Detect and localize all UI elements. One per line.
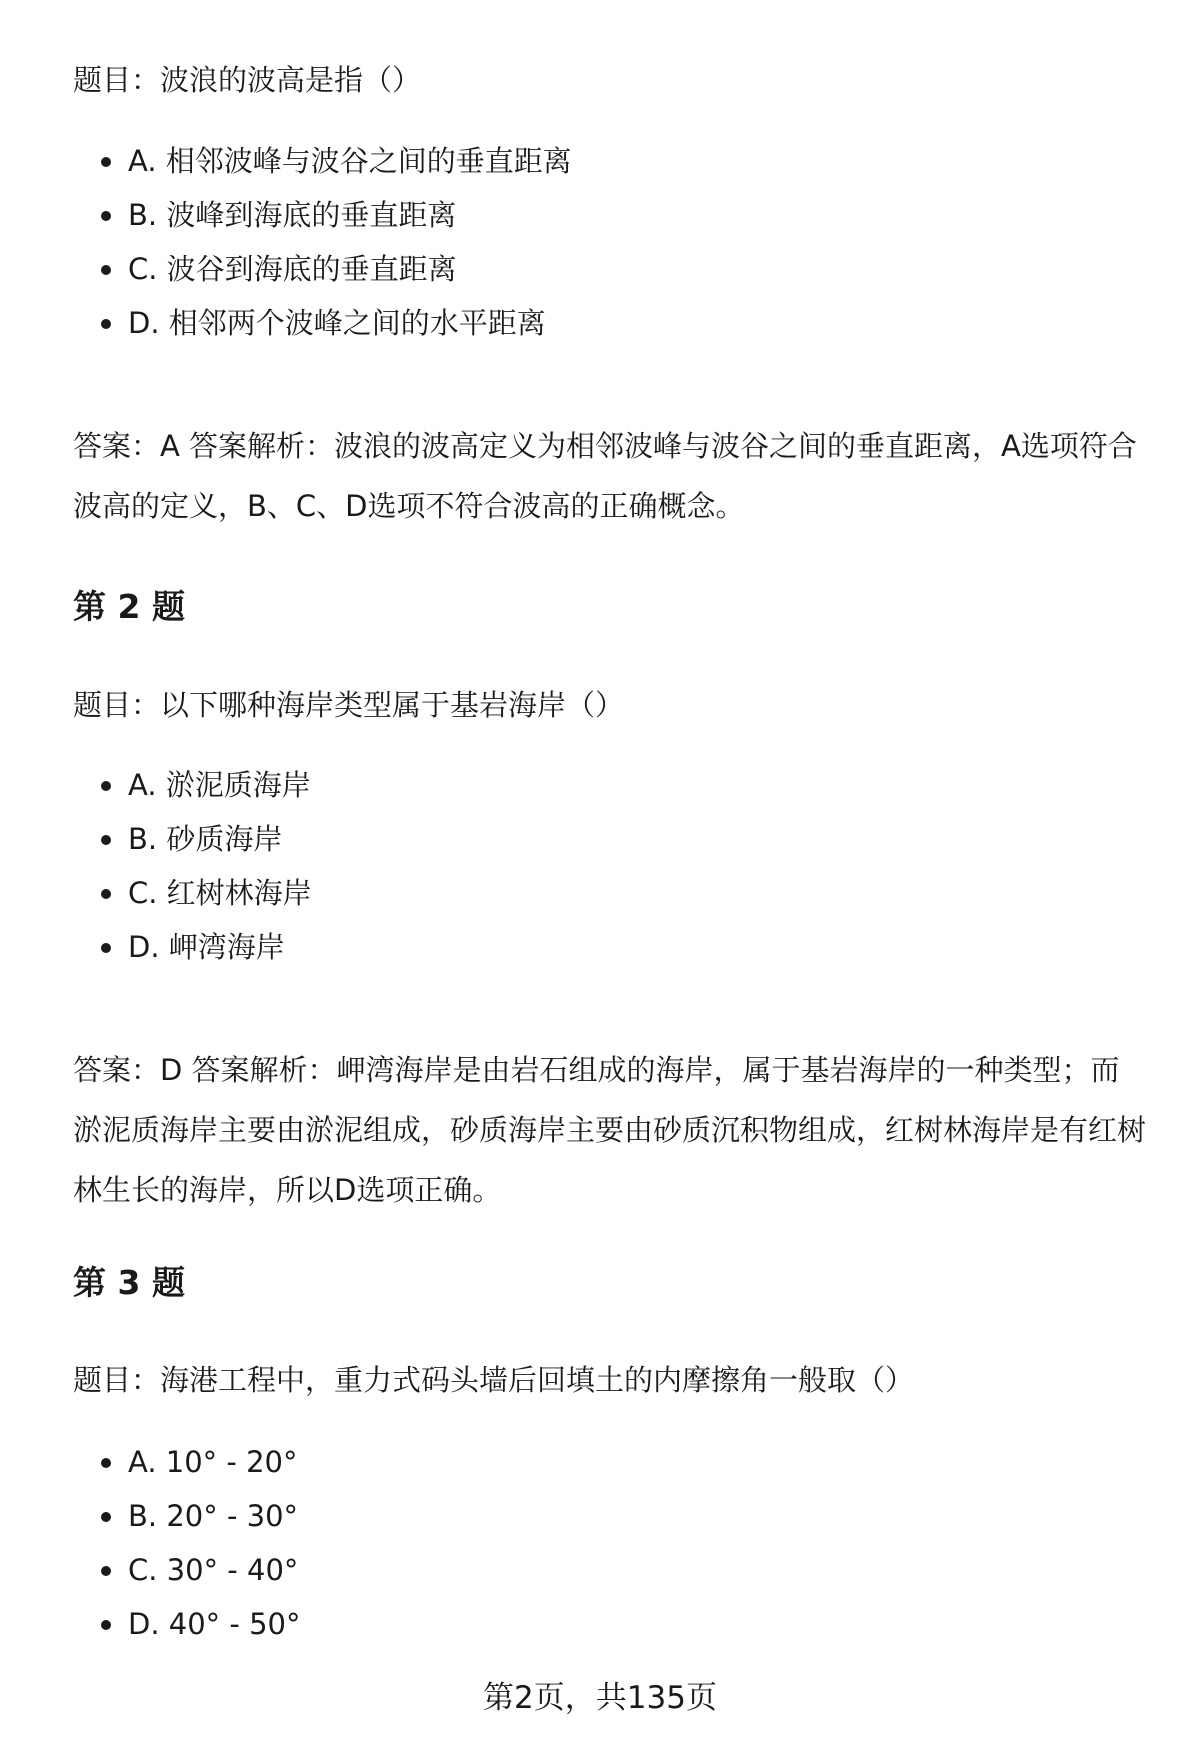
question-2-option-b — [73, 809, 1148, 869]
question-2-option-c — [73, 863, 1148, 923]
option-text: B. 波峰到海底的垂直距离 — [128, 198, 457, 232]
question-2-option-a — [73, 755, 1148, 815]
question-1-option-c — [73, 239, 1148, 299]
bullet-icon — [101, 157, 111, 167]
bullet-icon — [101, 319, 111, 329]
question-3-option-b — [73, 1486, 1148, 1546]
question-2-option-d — [73, 917, 1148, 977]
option-text: C. 30° - 40° — [128, 1553, 299, 1587]
page-footer: 第2页，共135页 — [483, 1680, 717, 1716]
question-3-heading: 第 3 题 — [73, 1263, 185, 1302]
question-3-stem: 题目：海港工程中，重力式码头墙后回填土的内摩擦角一般取（） — [73, 1363, 915, 1397]
option-text: A. 淤泥质海岸 — [128, 768, 311, 802]
option-text: B. 砂质海岸 — [128, 822, 283, 856]
option-text: C. 红树林海岸 — [128, 876, 312, 910]
question-1-option-b — [73, 185, 1148, 245]
option-text: D. 相邻两个波峰之间的水平距离 — [128, 306, 546, 340]
question-3-option-a — [73, 1432, 1148, 1492]
question-2-answer: 答案：D 答案解析：岬湾海岸是由岩石组成的海岸，属于基岩海岸的一种类型；而淤泥质海岸主要由淤泥组成，砂质海岸主要由砂质沉积物组成，红树林海岸是有红树林生长的海岸，所以D选项正确。 — [73, 1053, 1147, 1207]
question-3-options — [73, 1432, 1148, 1654]
bullet-icon — [101, 1512, 111, 1522]
option-text: D. 岬湾海岸 — [128, 930, 285, 964]
question-3-option-c — [73, 1540, 1148, 1600]
bullet-icon — [101, 943, 111, 953]
option-text: D. 40° - 50° — [128, 1607, 301, 1641]
option-text: B. 20° - 30° — [128, 1499, 299, 1533]
question-1-option-a — [73, 131, 1148, 191]
bullet-icon — [101, 211, 111, 221]
bullet-icon — [101, 1620, 111, 1630]
bullet-icon — [101, 1458, 111, 1468]
bullet-icon — [101, 889, 111, 899]
question-1-option-d — [73, 293, 1148, 353]
bullet-icon — [101, 1566, 111, 1576]
question-2-options — [73, 755, 1148, 977]
option-text: A. 10° - 20° — [128, 1445, 298, 1479]
bullet-icon — [101, 265, 111, 275]
question-2-heading: 第 2 题 — [73, 587, 185, 626]
question-1-answer: 答案：A 答案解析：波浪的波高定义为相邻波峰与波谷之间的垂直距离，A选项符合波高的定义，B、C、D选项不符合波高的正确概念。 — [73, 429, 1137, 523]
question-2-stem: 题目：以下哪种海岸类型属于基岩海岸（） — [73, 688, 625, 722]
bullet-icon — [101, 781, 111, 791]
option-text: C. 波谷到海底的垂直距离 — [128, 252, 457, 286]
question-3-option-d — [73, 1594, 1148, 1654]
bullet-icon — [101, 835, 111, 845]
option-text: A. 相邻波峰与波谷之间的垂直距离 — [128, 144, 572, 178]
question-1-options — [73, 131, 1148, 353]
question-1-stem: 题目：波浪的波高是指（） — [73, 63, 422, 97]
